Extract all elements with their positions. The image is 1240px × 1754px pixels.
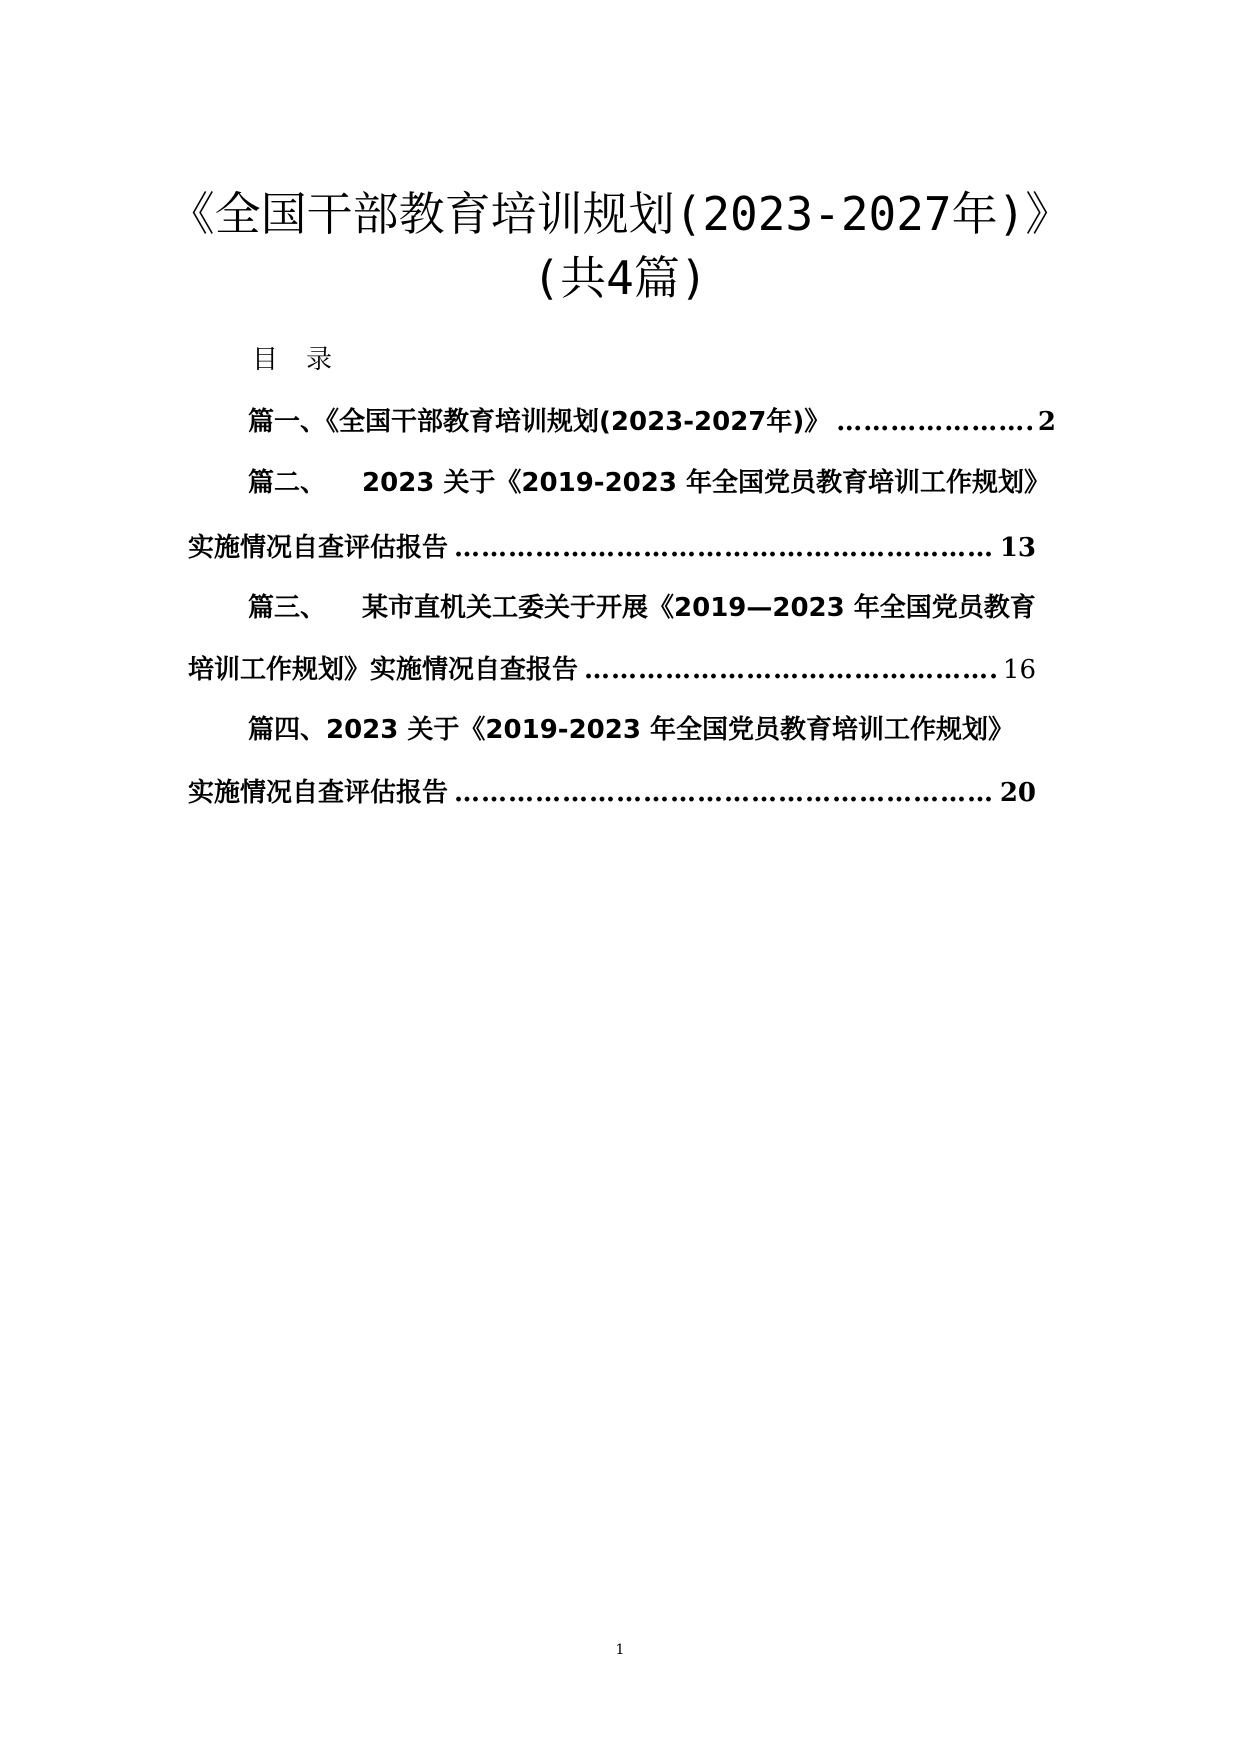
toc-entry-3-line xyxy=(188,650,1036,690)
document-title xyxy=(0,182,1240,310)
toc-leader-dots xyxy=(836,402,1032,442)
toc-leader-dots xyxy=(454,528,994,568)
document-title-line-2: (共4篇) xyxy=(532,251,708,305)
toc-entry-2-line-2[interactable] xyxy=(188,528,1036,568)
toc-entry-1-label: 篇一、《全国干部教育培训规划(2023-2027年)》 xyxy=(248,407,831,437)
footer-page-number: 1 xyxy=(615,1642,625,1658)
toc-entry-4-label-2: 实施情况自查评估报告 xyxy=(188,778,449,808)
toc-heading: 目录 xyxy=(252,345,361,375)
toc-entry-3-label-2: 培训工作规划》实施情况自查报告 xyxy=(188,655,579,685)
toc-leader-dots xyxy=(584,650,997,690)
toc-entry-1-line xyxy=(248,402,1056,442)
toc-entry-4-line-1[interactable] xyxy=(248,710,1014,750)
toc-entry-2-line xyxy=(188,528,1036,568)
document-title-line-1: 《全国干部教育培训规划(2023-2027年)》 xyxy=(168,187,1072,241)
toc-entry-3-page: 16 xyxy=(1002,655,1036,685)
toc-entry-2-page: 13 xyxy=(999,533,1036,563)
toc-entry-1-page: 2 xyxy=(1037,407,1056,437)
toc-entry-4-line xyxy=(188,773,1036,813)
toc-leader-dots xyxy=(454,773,994,813)
toc-entry-2-label-1: 2023 关于《2019-2023 年全国党员教育培训工作规划》 xyxy=(362,468,1051,498)
toc-entry-4-line-2[interactable] xyxy=(188,773,1036,813)
toc-entry-3-line-2[interactable] xyxy=(188,650,1036,690)
toc-entry-2-line-1[interactable] xyxy=(248,463,1050,503)
toc-entry-3-line-1[interactable] xyxy=(248,588,1036,628)
toc-entry-2-prefix: 篇二、 xyxy=(248,468,327,498)
toc-entry-1[interactable] xyxy=(248,402,1056,442)
toc-entry-3-prefix: 篇三、 xyxy=(248,593,327,623)
toc-entry-4-page: 20 xyxy=(999,778,1036,808)
toc-entry-2-label-2: 实施情况自查评估报告 xyxy=(188,533,449,563)
toc-entry-3-label-1: 某市直机关工委关于开展《2019—2023 年全国党员教育 xyxy=(362,593,1036,623)
toc-entry-4-label-1: 篇四、2023 关于《2019-2023 年全国党员教育培训工作规划》 xyxy=(248,715,1014,745)
